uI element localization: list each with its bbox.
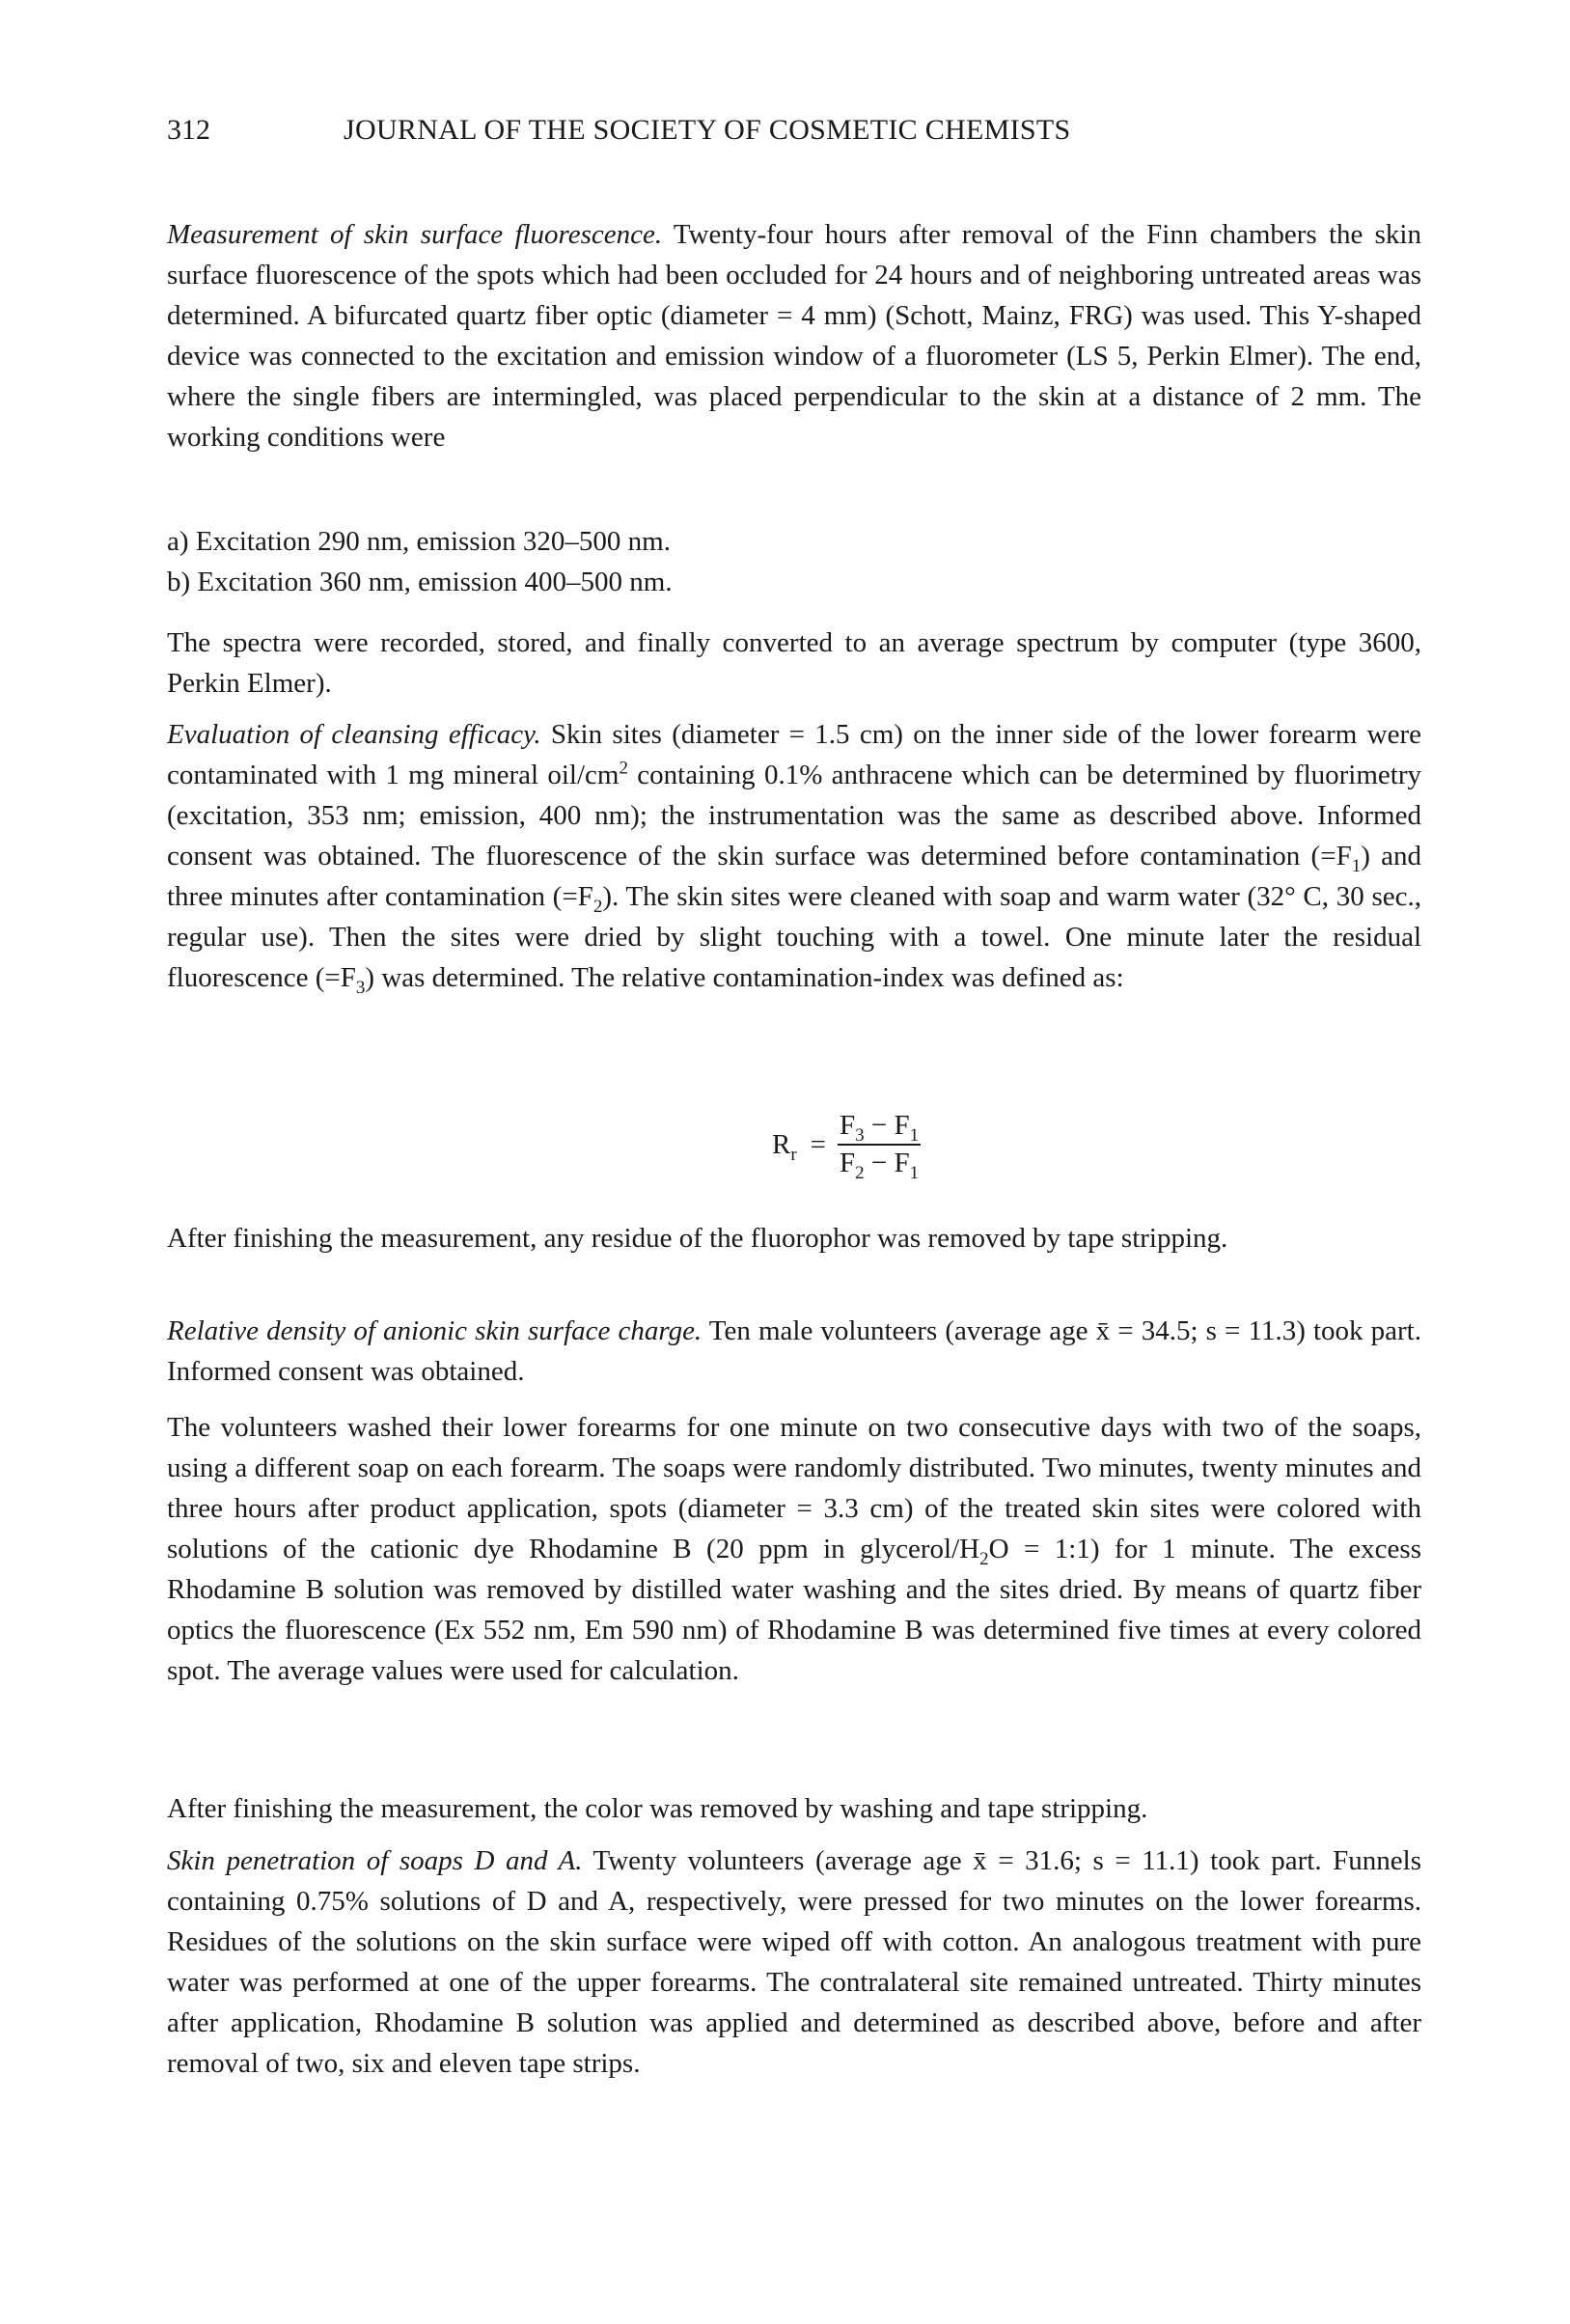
paragraph-skin-fluorescence [167, 214, 1421, 457]
page-number: 312 [167, 114, 210, 146]
section-heading: Measurement of skin surface fluorescence. [167, 219, 663, 250]
subscript: 1 [1351, 855, 1362, 876]
subscript: 2 [592, 896, 603, 917]
paragraph-cleansing-efficacy [167, 714, 1421, 998]
text: ) was determined. The relative contamination-index was defined as: [365, 962, 1124, 993]
fraction [838, 1110, 921, 1183]
working-conditions-list [167, 521, 1421, 602]
paragraph-text: Ten male volunteers (average age x̄ = 34.5; s = 11.3) took part. Informed consent was obtained. [167, 1315, 1421, 1387]
text: ). The skin sites were cleaned with soap and warm water (32° C, 30 sec., regular use). Then the sites were dried by slight touching with a towel. One minute later the residual fluorescence (=F [167, 881, 1421, 993]
text: Skin sites (diameter = 1.5 cm) on the inner side of the lower forearm were contaminated with 1 mg mineral oil/cm [167, 719, 1421, 790]
paragraph-volunteers [167, 1407, 1421, 1691]
numerator: $F_3 - F_1$ [840, 1110, 920, 1146]
section-heading: Evaluation of cleansing efficacy. [167, 719, 541, 750]
paragraph-anionic-charge [167, 1311, 1421, 1392]
journal-title: JOURNAL OF THE SOCIETY OF COSMETIC CHEMISTS [344, 114, 1071, 146]
running-header [167, 114, 1071, 147]
subscript: 3 [355, 977, 366, 998]
formula-lhs: $R_r$ [772, 1128, 797, 1165]
section-heading: Relative density of anionic skin surface charge. [167, 1315, 702, 1346]
subscript: 2 [979, 1548, 989, 1569]
paragraph-spectra: The spectra were recorded, stored, and finally converted to an average spectrum by computer (type 3600, Perkin Elmer). [167, 627, 1421, 699]
list-item: a) Excitation 290 nm, emission 320–500 nm. [167, 526, 671, 557]
text: O = 1:1) for 1 minute. The excess Rhodamine B solution was removed by distilled water washing and the sites dried. By means of quartz fiber optics the fluorescence (Ex 552 nm, Em 590 nm) of Rhodamine B was determined five times at every colored spot. The average values were used for calculation. [167, 1534, 1421, 1686]
section-heading: Skin penetration of soaps D and A. [167, 1845, 583, 1876]
text: ) and three minutes after contamination (=F [167, 841, 1422, 912]
paragraph-skin-penetration [167, 1840, 1421, 2084]
equals-sign: = [810, 1128, 827, 1160]
text: containing 0.1% anthracene which can be determined by fluorimetry (excitation, 353 nm; emission, 400 nm); the instrumentation was the same as described above. Informed consent was obtained. The fluorescence of the skin surface was determined before contamination (=F [167, 760, 1421, 872]
list-item: b) Excitation 360 nm, emission 400–500 nm. [167, 567, 673, 597]
contamination-index-formula [772, 1110, 921, 1183]
paragraph-color-removal: After finishing the measurement, the color was removed by washing and tape stripping. [167, 1793, 1148, 1824]
paragraph-text: Twenty volunteers (average age x̄ = 31.6; s = 11.1) took part. Funnels containing 0.75% solutions of D and A, respectively, were pressed for two minutes on the lower forearms. Residues of the solutions on the skin surface were wiped off with cotton. An analogous treatment with pure water was performed at one of the upper forearms. The contralateral site remained untreated. Thirty minutes after application, Rhodamine B solution was applied and determined as described above, before and after removal of two, six and eleven tape strips. [167, 1845, 1421, 2079]
text: The volunteers washed their lower forearms for one minute on two consecutive days with two of the soaps, using a different soap on each forearm. The soaps were randomly distributed. Two minutes, twenty minutes and three hours after product application, spots (diameter = 3.3 cm) of the treated skin sites were colored with solutions of the cationic dye Rhodamine B (20 ppm in glycerol/H [167, 1412, 1421, 1564]
paragraph-text: Twenty-four hours after removal of the Finn chambers the skin surface fluorescence of the spots which had been occluded for 24 hours and of neighboring untreated areas was determined. A bifurcated quartz fiber optic (diameter = 4 mm) (Schott, Mainz, FRG) was used. This Y-shaped device was connected to the excitation and emission window of a fluorometer (LS 5, Perkin Elmer). The end, where the single fibers are intermingled, was placed perpendicular to the skin at a distance of 2 mm. The working conditions were [167, 219, 1421, 453]
paragraph-tape-stripping: After finishing the measurement, any residue of the fluorophor was removed by tape stripping. [167, 1223, 1228, 1254]
superscript: 2 [619, 758, 628, 779]
denominator: $F_2 - F_1$ [840, 1148, 920, 1183]
